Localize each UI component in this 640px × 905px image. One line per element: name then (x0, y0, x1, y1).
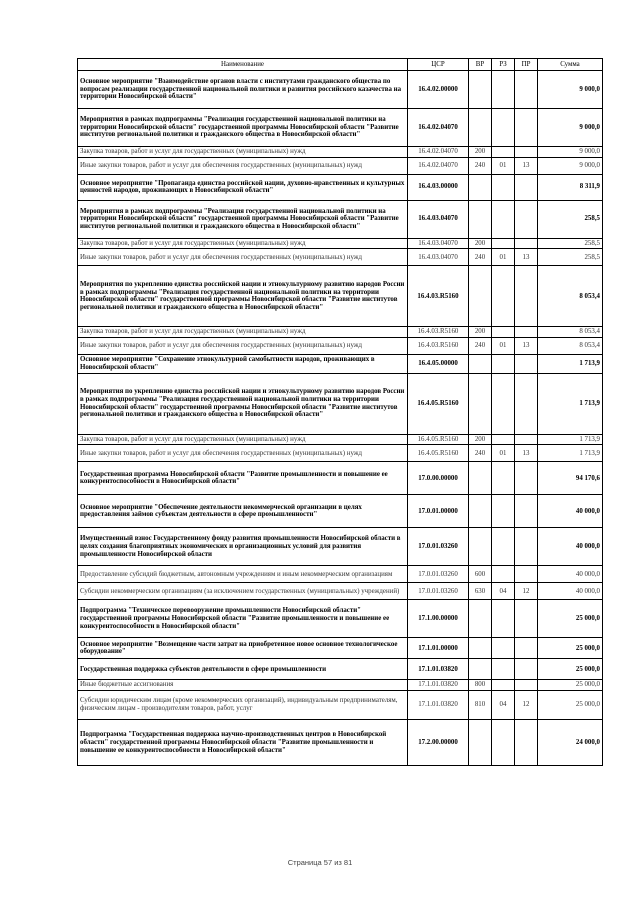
row-sum: 40 000,0 (538, 528, 603, 566)
table-row (78, 495, 603, 528)
row-vr (469, 462, 492, 495)
header-sum: Сумма (538, 59, 603, 71)
table-row (78, 71, 603, 109)
row-vr (469, 71, 492, 109)
row-vr: 200 (469, 147, 492, 158)
table-row (78, 238, 603, 249)
table-row (78, 327, 603, 338)
row-csr: 16.4.02.04070 (408, 157, 469, 174)
row-sum: 1 713,9 (538, 434, 603, 445)
row-csr: 17.1.01.00000 (408, 638, 469, 659)
row-vr (469, 495, 492, 528)
row-sum: 8 053,4 (538, 338, 603, 355)
table-row (78, 691, 603, 720)
row-csr: 16.4.02.00000 (408, 71, 469, 109)
row-rz (492, 495, 515, 528)
row-vr (469, 266, 492, 327)
header-vr: ВР (469, 59, 492, 71)
table-row (78, 445, 603, 462)
row-sum: 25 000,0 (538, 600, 603, 638)
row-name: Мероприятия в рамках подпрограммы "Реализация государственной национальной политики на территории Новосибирской области" государственной программы Новосибирской области "Развитие институтов региональной политики и гражданского общества в Новосибирской области" (78, 200, 408, 238)
row-pr (515, 174, 538, 200)
row-vr: 600 (469, 566, 492, 583)
row-csr: 16.4.05.00000 (408, 355, 469, 373)
row-rz (492, 680, 515, 691)
row-vr: 200 (469, 327, 492, 338)
header-rz: РЗ (492, 59, 515, 71)
row-vr (469, 174, 492, 200)
row-pr: 13 (515, 249, 538, 266)
row-rz (492, 266, 515, 327)
row-vr: 200 (469, 434, 492, 445)
table-row (78, 147, 603, 158)
row-sum: 9 000,0 (538, 157, 603, 174)
row-rz: 04 (492, 691, 515, 720)
row-csr: 16.4.05.R5160 (408, 434, 469, 445)
row-rz: 01 (492, 249, 515, 266)
row-pr (515, 638, 538, 659)
row-name: Имущественный взнос Государственному фонду развития промышленности Новосибирской области в целях создания благоприятных экономических и организационных условий для развития промышленности Новосибирской области (78, 528, 408, 566)
row-rz (492, 109, 515, 147)
row-pr (515, 71, 538, 109)
table-row (78, 434, 603, 445)
row-pr (515, 200, 538, 238)
row-vr: 800 (469, 680, 492, 691)
header-pr: ПР (515, 59, 538, 71)
row-csr: 16.4.02.04070 (408, 109, 469, 147)
row-rz (492, 355, 515, 373)
table-row (78, 659, 603, 680)
header-csr: ЦСР (408, 59, 469, 71)
row-rz (492, 147, 515, 158)
row-name: Иные закупки товаров, работ и услуг для обеспечения государственных (муниципальных) нужд (78, 249, 408, 266)
row-sum: 40 000,0 (538, 583, 603, 600)
row-vr (469, 720, 492, 766)
table-row (78, 638, 603, 659)
table-header-row (78, 59, 603, 71)
row-vr: 240 (469, 338, 492, 355)
row-csr: 16.4.05.R5160 (408, 445, 469, 462)
row-sum: 9 000,0 (538, 109, 603, 147)
row-pr (515, 238, 538, 249)
table-row (78, 600, 603, 638)
table-row (78, 680, 603, 691)
row-rz (492, 528, 515, 566)
row-rz (492, 720, 515, 766)
row-name: Иные бюджетные ассигнования (78, 680, 408, 691)
row-csr: 17.1.01.03820 (408, 680, 469, 691)
row-csr: 16.4.03.04070 (408, 238, 469, 249)
row-name: Государственная программа Новосибирской области "Развитие промышленности и повышение ее конкурентоспособности в Новосибирской области" (78, 462, 408, 495)
row-csr: 16.4.03.04070 (408, 200, 469, 238)
row-csr: 16.4.02.04070 (408, 147, 469, 158)
row-csr: 17.1.01.03820 (408, 659, 469, 680)
row-name: Закупка товаров, работ и услуг для государственных (муниципальных) нужд (78, 434, 408, 445)
row-pr (515, 680, 538, 691)
row-rz (492, 434, 515, 445)
row-name: Подпрограмма "Техническое перевооружение промышленности Новосибирской области" государственной программы Новосибирской области "Развитие промышленности и повышение ее конкурентоспособности в Новосибирской области" (78, 600, 408, 638)
row-pr (515, 327, 538, 338)
row-rz: 04 (492, 583, 515, 600)
row-csr: 17.0.01.00000 (408, 495, 469, 528)
row-csr: 17.0.01.03260 (408, 528, 469, 566)
row-sum: 1 713,9 (538, 373, 603, 434)
row-csr: 16.4.03.R5160 (408, 338, 469, 355)
row-pr: 12 (515, 691, 538, 720)
row-name: Субсидии некоммерческим организациям (за исключением государственных (муниципальных) учреждений) (78, 583, 408, 600)
row-name: Подпрограмма "Государственная поддержка научно-производственных центров в Новосибирской области" государственной программы Новосибирской области "Развитие промышленности и повышение ее конкурентоспособности в Новосибирской области" (78, 720, 408, 766)
row-name: Мероприятия в рамках подпрограммы "Реализация государственной национальной политики на территории Новосибирской области" государственной программы Новосибирской области "Развитие институтов региональной политики и гражданского общества в Новосибирской области" (78, 109, 408, 147)
budget-table (77, 58, 603, 766)
table-row (78, 462, 603, 495)
row-name: Иные закупки товаров, работ и услуг для обеспечения государственных (муниципальных) нужд (78, 445, 408, 462)
row-rz (492, 600, 515, 638)
row-rz (492, 238, 515, 249)
row-pr (515, 659, 538, 680)
row-name: Закупка товаров, работ и услуг для государственных (муниципальных) нужд (78, 238, 408, 249)
row-sum: 94 170,6 (538, 462, 603, 495)
row-name: Основное мероприятие "Возмещение части затрат на приобретенное новое основное технологическое оборудование" (78, 638, 408, 659)
row-csr: 16.4.03.R5160 (408, 266, 469, 327)
page-footer: Страница 57 из 81 (287, 858, 353, 867)
row-name: Закупка товаров, работ и услуг для государственных (муниципальных) нужд (78, 327, 408, 338)
row-vr: 200 (469, 238, 492, 249)
row-name: Субсидии юридическим лицам (кроме некоммерческих организаций), индивидуальным предпринимателям, физическим лицам - производителям товаров, работ, услуг (78, 691, 408, 720)
table-row (78, 583, 603, 600)
row-vr (469, 528, 492, 566)
row-rz: 01 (492, 157, 515, 174)
row-rz (492, 327, 515, 338)
row-sum: 8 053,4 (538, 266, 603, 327)
row-vr: 810 (469, 691, 492, 720)
row-pr (515, 373, 538, 434)
row-pr (515, 147, 538, 158)
row-sum: 40 000,0 (538, 495, 603, 528)
row-pr (515, 109, 538, 147)
row-csr: 17.1.01.03820 (408, 691, 469, 720)
row-pr (515, 495, 538, 528)
row-name: Государственная поддержка субъектов деятельности в сфере промышленности (78, 659, 408, 680)
row-name: Основное мероприятие "Взаимодействие органов власти с институтами гражданского общества по вопросам реализации государственной национальной политики и развития российского казачества на территории Новосибирской области" (78, 71, 408, 109)
row-pr (515, 266, 538, 327)
row-csr: 16.4.03.04070 (408, 249, 469, 266)
row-vr (469, 355, 492, 373)
row-csr: 17.0.00.00000 (408, 462, 469, 495)
row-rz (492, 174, 515, 200)
row-name: Предоставление субсидий бюджетным, автономным учреждениям и иным некоммерческим организациям (78, 566, 408, 583)
row-csr: 17.2.00.00000 (408, 720, 469, 766)
row-sum: 8 053,4 (538, 327, 603, 338)
row-name: Основное мероприятие "Пропаганда единства российской нации, духовно-нравственных и культурных ценностей народов, проживающих в Новосибирской области" (78, 174, 408, 200)
row-sum: 25 000,0 (538, 680, 603, 691)
table-row (78, 355, 603, 373)
table-row (78, 174, 603, 200)
row-pr (515, 720, 538, 766)
table-row (78, 109, 603, 147)
row-rz: 01 (492, 445, 515, 462)
row-pr (515, 434, 538, 445)
row-vr: 240 (469, 157, 492, 174)
row-pr (515, 462, 538, 495)
row-pr (515, 528, 538, 566)
row-sum: 258,5 (538, 238, 603, 249)
row-name: Иные закупки товаров, работ и услуг для обеспечения государственных (муниципальных) нужд (78, 157, 408, 174)
table-row (78, 373, 603, 434)
table-row (78, 720, 603, 766)
row-sum: 1 713,9 (538, 445, 603, 462)
row-sum: 258,5 (538, 200, 603, 238)
row-name: Мероприятия по укреплению единства российской нации и этнокультурному развитию народов России в рамках подпрограммы "Реализация государственной национальной политики на территории Новосибирской области" государственной программы Новосибирской области "Развитие институтов региональной политики и гражданского общества в Новосибирской области" (78, 266, 408, 327)
table-row (78, 249, 603, 266)
row-vr (469, 659, 492, 680)
row-rz (492, 373, 515, 434)
row-vr (469, 638, 492, 659)
row-name: Основное мероприятие "Сохранение этнокультурной самобытности народов, проживающих в Новосибирской области" (78, 355, 408, 373)
row-rz (492, 200, 515, 238)
table-row (78, 266, 603, 327)
row-vr (469, 109, 492, 147)
row-pr (515, 566, 538, 583)
row-sum: 1 713,9 (538, 355, 603, 373)
row-rz (492, 71, 515, 109)
row-csr: 17.0.01.03260 (408, 566, 469, 583)
document-page (77, 58, 602, 766)
row-name: Закупка товаров, работ и услуг для государственных (муниципальных) нужд (78, 147, 408, 158)
table-row (78, 157, 603, 174)
row-sum: 258,5 (538, 249, 603, 266)
row-name: Иные закупки товаров, работ и услуг для обеспечения государственных (муниципальных) нужд (78, 338, 408, 355)
row-pr (515, 600, 538, 638)
row-sum: 25 000,0 (538, 691, 603, 720)
row-rz (492, 659, 515, 680)
row-sum: 9 000,0 (538, 147, 603, 158)
table-body (78, 71, 603, 766)
row-pr: 13 (515, 338, 538, 355)
row-name: Основное мероприятие "Обеспечение деятельности некоммерческой организации в целях предоставления займов субъектам деятельности в сфере промышленности" (78, 495, 408, 528)
table-row (78, 338, 603, 355)
row-sum: 40 000,0 (538, 566, 603, 583)
row-rz: 01 (492, 338, 515, 355)
row-csr: 16.4.05.R5160 (408, 373, 469, 434)
row-vr (469, 200, 492, 238)
row-sum: 25 000,0 (538, 659, 603, 680)
table-row (78, 566, 603, 583)
header-name: Наименование (78, 59, 408, 71)
row-sum: 25 000,0 (538, 638, 603, 659)
table-row (78, 528, 603, 566)
row-rz (492, 462, 515, 495)
row-vr (469, 373, 492, 434)
table-row (78, 200, 603, 238)
row-csr: 16.4.03.R5160 (408, 327, 469, 338)
row-rz (492, 566, 515, 583)
row-pr: 13 (515, 157, 538, 174)
row-vr: 240 (469, 249, 492, 266)
row-csr: 16.4.03.00000 (408, 174, 469, 200)
row-sum: 8 311,9 (538, 174, 603, 200)
row-vr: 240 (469, 445, 492, 462)
row-rz (492, 638, 515, 659)
row-pr: 12 (515, 583, 538, 600)
row-vr: 630 (469, 583, 492, 600)
row-sum: 9 000,0 (538, 71, 603, 109)
row-vr (469, 600, 492, 638)
row-csr: 17.1.00.00000 (408, 600, 469, 638)
row-sum: 24 000,0 (538, 720, 603, 766)
row-pr: 13 (515, 445, 538, 462)
row-csr: 17.0.01.03260 (408, 583, 469, 600)
row-pr (515, 355, 538, 373)
row-name: Мероприятия по укреплению единства российской нации и этнокультурному развитию народов России в рамках подпрограммы "Реализация государственной национальной политики на территории Новосибирской области" государственной программы Новосибирской области "Развитие институтов региональной политики и гражданского общества в Новосибирской области" (78, 373, 408, 434)
